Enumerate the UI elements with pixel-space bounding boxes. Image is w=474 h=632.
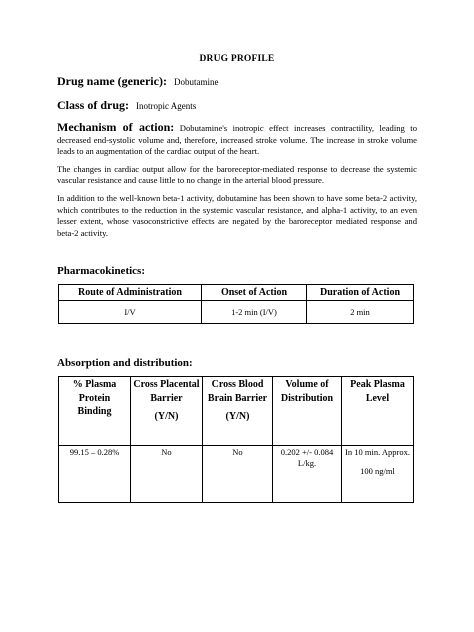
body-paragraph: The changes in cardiac output allow for the baroreceptor-mediated response to decrease the systemic vascular resistance and cause little to no change in the arterial blood pressure.: [57, 163, 417, 186]
table-cell: I/V: [59, 301, 202, 324]
table-row: [59, 446, 414, 503]
drug-name-row: [57, 74, 417, 89]
header-text: Cross Placental Barrier: [133, 379, 200, 404]
mechanism-paragraph: [57, 122, 417, 158]
table-cell: No: [203, 446, 273, 503]
table-header-cell: Onset of Action: [202, 285, 307, 301]
peak-level-value: 100 ng/ml: [360, 465, 395, 476]
table-cell: [342, 446, 414, 503]
table-header-row: [59, 285, 414, 301]
header-text: % Plasma Protein Binding: [72, 379, 117, 418]
drug-class-row: [57, 98, 417, 113]
table-cell: No: [131, 446, 203, 503]
header-text: Volume of Distribution: [280, 379, 334, 404]
header-text: Cross Blood Brain Barrier: [207, 379, 268, 404]
yes-no-hint: (Y/N): [154, 411, 179, 423]
drug-class-label: Class of drug:: [57, 98, 130, 112]
table-cell: 0.202 +/- 0.084 L/kg.: [273, 446, 342, 503]
header-text: Peak Plasma Level: [350, 379, 405, 404]
table-header-cell: Duration of Action: [307, 285, 414, 301]
table-cell: 1-2 min (I/V): [202, 301, 307, 324]
table-header-cell: Route of Administration: [59, 285, 202, 301]
yes-no-hint: (Y/N): [225, 411, 250, 423]
table-header-cell: [273, 377, 342, 446]
absorption-heading: Absorption and distribution:: [57, 357, 193, 370]
pharmacokinetics-heading: Pharmacokinetics:: [57, 265, 145, 278]
drug-name-value: Dobutamine: [173, 77, 219, 87]
table-header-cell: [131, 377, 203, 446]
document-title: DRUG PROFILE: [199, 54, 275, 64]
table-header-row: [59, 377, 414, 446]
peak-level-text: In 10 min. Approx.: [345, 447, 410, 458]
table-cell: 99.15 – 0.28%: [59, 446, 131, 503]
body-paragraph: In addition to the well-known beta-1 activity, dobutamine has been shown to have some beta-2 activity, which contributes to the reduction in the systemic vascular resistance, and alpha-1 activity, to an even lesser extent, whose vasoconstrictive effects are negated by the baroreceptor mediated response and beta-2 activity.: [57, 192, 417, 238]
mechanism-label: Mechanism of action:: [57, 120, 175, 134]
absorption-table: [58, 376, 414, 503]
table-header-cell: [342, 377, 414, 446]
drug-class-value: Inotropic Agents: [136, 101, 197, 111]
table-cell: 2 min: [307, 301, 414, 324]
pharmacokinetics-table: [58, 284, 414, 324]
table-header-cell: [203, 377, 273, 446]
table-header-cell: [59, 377, 131, 446]
table-row: [59, 301, 414, 324]
mechanism-text: Dobutamine's inotropic effect increases contractility, leading to decreased end-systolic volume and, therefore, increased stroke volume. The increase in stroke volume leads to an augmentation of the cardiac output of the heart.: [57, 123, 417, 157]
drug-name-label: Drug name (generic):: [57, 74, 167, 88]
